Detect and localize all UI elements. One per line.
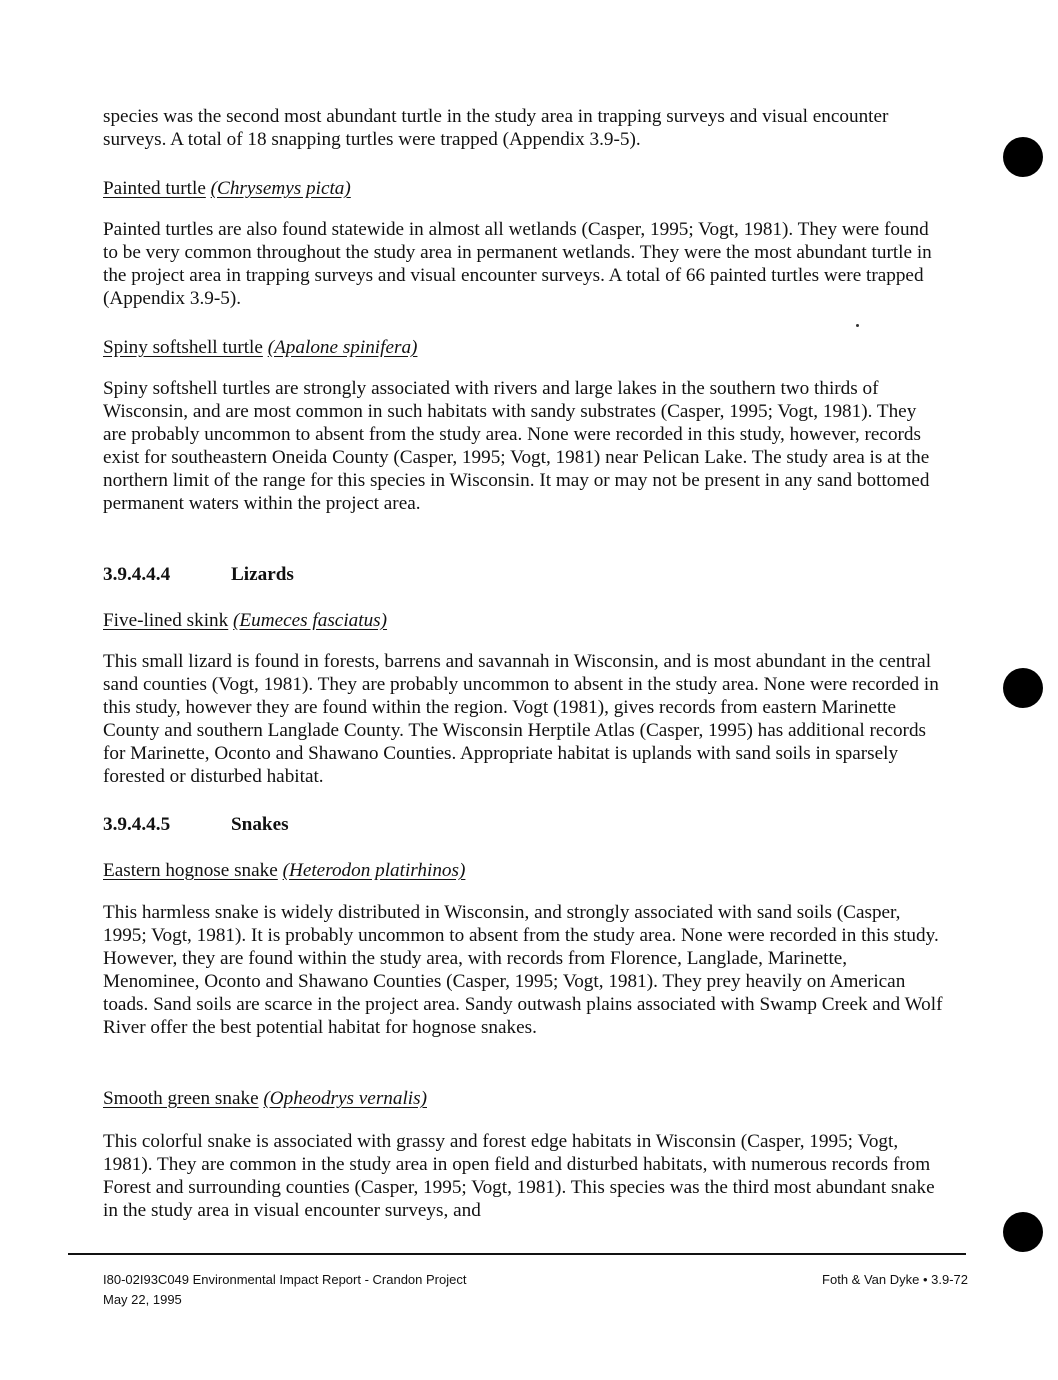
section-number: 3.9.4.4.4: [103, 564, 171, 585]
species-scientific-name: (Chrysemys picta): [210, 178, 351, 199]
paragraph-snapping-turtle-continued: species was the second most abundant turtle in the study area in trapping surveys and visual encounter surveys. A total of 18 snapping turtles were trapped (Appendix 3.9-5).: [103, 106, 889, 150]
species-common-name: Eastern hognose snake: [103, 860, 278, 881]
paragraph-smooth-green-snake: This colorful snake is associated with grassy and forest edge habitats in Wisconsin (Casper, 1995; Vogt, 1981). They are common in the study area in open field and disturbed habitats, with numerous records from Forest and surrounding counties (Casper, 1995; Vogt, 1981). This species was the third most abundant snake in the study area in visual encounter surveys, and: [103, 1131, 935, 1221]
punch-hole-middle: [1003, 668, 1043, 708]
species-heading-painted-turtle: [103, 177, 943, 200]
species-common-name: Spiny softshell turtle: [103, 337, 263, 358]
paragraph-five-lined-skink: This small lizard is found in forests, barrens and savannah in Wisconsin, and is most abundant in the central sand counties (Vogt, 1981). They are probably uncommon to absent in the study area. None were recorded in this study, however they are found within the region. Vogt (1981), gives records from eastern Marinette County and southern Langlade County. The Wisconsin Herptile Atlas (Casper, 1995) has additional records for Marinette, Oconto and Shawano Counties. Appropriate habitat is uplands with sand soils in sparsely forested or disturbed habitat.: [103, 651, 939, 787]
footer-rule: [68, 1253, 966, 1255]
species-heading-smooth-green-snake: [103, 1087, 943, 1110]
species-scientific-name: (Eumeces fasciatus): [233, 610, 388, 631]
paragraph-painted-turtle: Painted turtles are also found statewide in almost all wetlands (Casper, 1995; Vogt, 1981). They were found to be very common throughout the study area in permanent wetlands. They were the most abundant turtle in the project area in trapping surveys and visual encounter surveys. A total of 66 painted turtles were trapped (Appendix 3.9-5).: [103, 219, 932, 309]
punch-hole-top: [1003, 137, 1043, 177]
footer-page-number: Foth & Van Dyke • 3.9-72: [822, 1272, 968, 1287]
species-common-name: Five-lined skink: [103, 610, 229, 631]
species-common-name: Painted turtle: [103, 178, 206, 199]
species-heading-spiny-softshell: [103, 336, 943, 359]
scan-speck: [856, 324, 859, 327]
paragraph-eastern-hognose: This harmless snake is widely distributed in Wisconsin, and strongly associated with sand soils (Casper, 1995; Vogt, 1981). It is probably uncommon to absent from the study area. None were recorded in this study. However, they are found within the study area, with records from Florence, Langlade, Marinette, Menominee, Oconto and Shawano Counties (Casper, 1995; Vogt, 1981). They prey heavily on American toads. Sand soils are scarce in the project area. Sandy outwash plains associated with Swamp Creek and Wolf River offer the best potential habitat for hognose snakes.: [103, 902, 943, 1038]
punch-hole-bottom: [1003, 1212, 1043, 1252]
section-title: Snakes: [231, 814, 289, 835]
section-number: 3.9.4.4.5: [103, 814, 171, 835]
section-heading-snakes: [103, 813, 289, 836]
species-scientific-name: (Apalone spinifera): [267, 337, 418, 358]
section-title: Lizards: [231, 564, 294, 585]
species-scientific-name: (Opheodrys vernalis): [263, 1088, 427, 1109]
species-common-name: Smooth green snake: [103, 1088, 259, 1109]
paragraph-spiny-softshell: Spiny softshell turtles are strongly associated with rivers and large lakes in the southern two thirds of Wisconsin, and are most common in such habitats with sandy substrates (Casper, 1995; Vogt, 1981). They are probably uncommon to absent from the study area. None were recorded in this study, however, records exist for southeastern Oneida County (Casper, 1995; Vogt, 1981) near Pelican Lake. The study area is at the northern limit of the range for this species in Wisconsin. It may or may not be present in any sand bottomed permanent waters within the project area.: [103, 378, 930, 514]
section-heading-lizards: [103, 563, 294, 586]
species-heading-eastern-hognose: [103, 859, 943, 882]
footer-doc-id: I80-02I93C049 Environmental Impact Report - Crandon Project: [103, 1272, 467, 1287]
footer-date: May 22, 1995: [103, 1292, 182, 1307]
species-scientific-name: (Heterodon platirhinos): [282, 860, 466, 881]
species-heading-five-lined-skink: [103, 609, 943, 632]
